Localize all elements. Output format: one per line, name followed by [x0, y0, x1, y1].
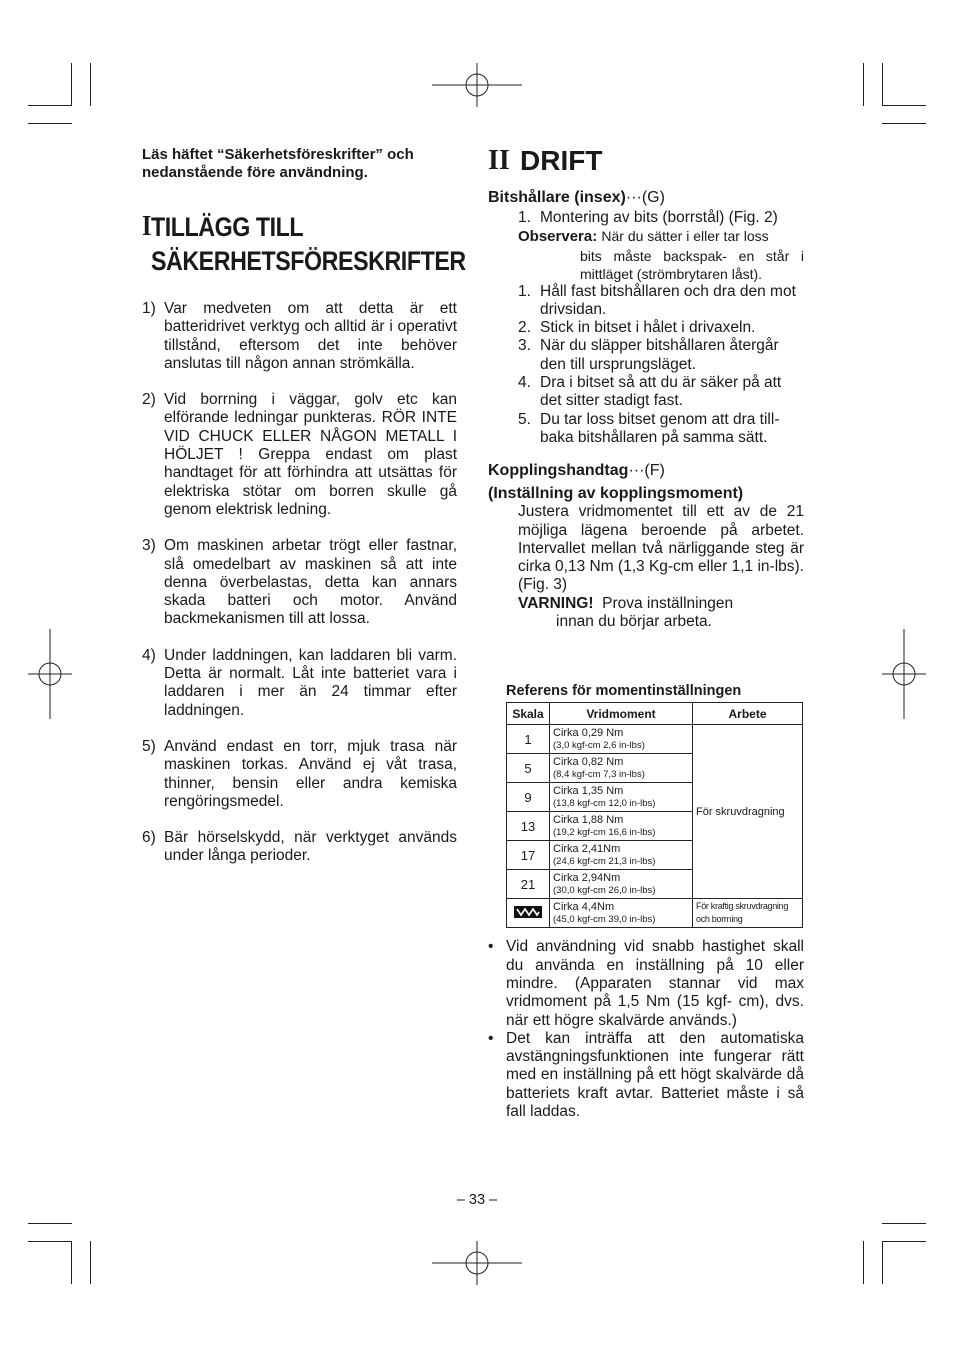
torque-cell — [550, 899, 693, 928]
torque-table — [506, 702, 803, 928]
intro-note: Läs häftet “Säkerhetsföreskrifter” och nedanstående före användning. — [142, 146, 414, 181]
left-column — [142, 146, 466, 884]
crop-mark — [71, 1241, 72, 1284]
item-number: 1. — [518, 282, 531, 300]
crop-mark — [28, 105, 72, 106]
scale-cell: 5 — [507, 754, 550, 783]
torque-detail: (19,2 kgf-cm 16,6 in-lbs) — [553, 826, 656, 838]
item-text: När du släpper bitshållaren återgår den till ursprungsläget. — [540, 337, 779, 373]
notes-list — [488, 938, 804, 1121]
list-item — [518, 319, 804, 337]
torque-detail: (8,4 kgf-cm 7,3 in-lbs) — [553, 768, 645, 780]
safety-list — [142, 300, 457, 866]
bits-heading-text: Bitshållare (insex) — [488, 189, 626, 206]
torque-value: Cirka 2,41Nm — [553, 842, 621, 855]
list-item — [142, 829, 457, 866]
drift-heading — [488, 146, 804, 176]
crop-mark — [28, 123, 72, 124]
torque-value: Cirka 0,82 Nm — [553, 755, 624, 768]
torque-cell — [550, 812, 693, 841]
warning-label: VARNING! — [518, 594, 594, 612]
work-cell: För skruvdragning — [693, 725, 803, 899]
scale-cell: 13 — [507, 812, 550, 841]
registration-mark-icon — [28, 629, 72, 719]
column-header: Vridmoment — [550, 703, 693, 725]
crop-mark — [863, 63, 864, 106]
column-header: Arbete — [693, 703, 803, 725]
crop-mark — [90, 1241, 91, 1284]
crop-mark — [71, 63, 72, 106]
scale-cell: 1 — [507, 725, 550, 754]
torque-reference — [488, 683, 804, 928]
section-numeral: I — [142, 211, 151, 242]
bits-heading — [488, 188, 804, 207]
torque-detail: (3,0 kgf-cm 2,6 in-lbs) — [553, 739, 645, 751]
torque-detail: (13,8 kgf-cm 12,0 in-lbs) — [553, 797, 656, 809]
section-heading — [142, 210, 466, 278]
crop-mark — [882, 1241, 883, 1284]
clutch-subheading: (Inställning av kopplingsmoment) — [488, 485, 744, 503]
clutch-heading-text: Kopplingshandtag — [488, 462, 629, 480]
drill-mode-icon — [514, 904, 542, 920]
table-header-row — [507, 703, 803, 725]
list-item — [518, 411, 804, 448]
scale-cell: 21 — [507, 870, 550, 899]
scale-cell: 17 — [507, 841, 550, 870]
section-numeral: II — [488, 145, 510, 176]
crop-mark — [882, 1223, 926, 1224]
observe-text-continued: bits måste backspak- en står i mittläget (strömbrytaren låst). — [580, 247, 804, 282]
crop-mark — [882, 1241, 926, 1242]
item-text: Stick in bitset i hålet i drivaxeln. — [540, 319, 756, 337]
clutch-heading — [488, 461, 804, 480]
item-text: Håll fast bitshållaren och dra den mot drivsidan. — [540, 282, 796, 318]
item-text: Vid borrning i väggar, golv etc kan elförande ledningar punkteras. RÖR INTE VID CHUCK ELLER NÅGON METALL I HÖLJET ! Greppa endast om plast handtaget för att förhindra att utsättas för elektriska stötar om borren skulle gå genom elektrisk ledning. — [164, 391, 457, 518]
column-header: Skala — [507, 703, 550, 725]
crop-mark — [882, 105, 926, 106]
crop-mark — [882, 63, 883, 106]
list-item — [518, 337, 804, 374]
torque-cell — [550, 754, 693, 783]
item-text: Var medveten om att detta är ett batteridrivet verktyg och alltid är i operativt tillstånd, eftersom det inte behöver anslutas till någon annan strömkälla. — [164, 300, 457, 372]
section-title-line: TILLÄGG TILL — [150, 212, 304, 242]
list-item — [142, 300, 457, 373]
table-row — [507, 899, 803, 928]
page-number: – 33 – — [456, 1192, 498, 1208]
bullet: • — [488, 1029, 494, 1047]
item-number: 2) — [142, 391, 156, 409]
bits-steps — [518, 283, 804, 448]
list-item — [142, 647, 457, 720]
crop-mark — [28, 1241, 72, 1242]
item-number: 5. — [518, 410, 531, 428]
item-text: Under laddningen, kan laddaren bli varm. Detta är normalt. Låt inte batteriet vara i laddaren i mer än 24 timmar efter laddningen. — [164, 646, 457, 719]
list-item — [518, 283, 804, 320]
registration-mark-icon — [432, 63, 522, 107]
bullet: • — [488, 938, 494, 956]
torque-detail: (24,6 kgf-cm 21,3 in-lbs) — [553, 855, 656, 867]
item-text: Du tar loss bitset genom att dra till- baka bitshållaren på samma sätt. — [540, 410, 780, 446]
list-item — [518, 374, 804, 411]
section-title-line: SÄKERHETSFÖRESKRIFTER — [150, 246, 466, 276]
torque-value: Cirka 2,94Nm — [553, 871, 621, 884]
crop-mark — [28, 1223, 72, 1224]
torque-value: Cirka 1,88 Nm — [553, 813, 624, 826]
item-text: Vid användning vid snabb hastighet skall du använda en inställning på 10 eller mindre. (Apparaten stannar vid max vridmoment på 1,5 Nm (15 kgf- cm), dvs. när ett högre skalvärde används.) — [506, 938, 804, 1029]
list-item — [488, 1030, 804, 1121]
item-number: 3) — [142, 537, 156, 555]
bits-intro — [518, 209, 804, 227]
warning-text: Prova inställningen — [602, 594, 734, 612]
item-number: 1) — [142, 300, 156, 317]
table-row — [507, 725, 803, 754]
torque-cell — [550, 783, 693, 812]
list-item — [518, 209, 804, 227]
torque-value: Cirka 1,35 Nm — [553, 784, 624, 797]
item-text: Bär hörselskydd, när verktyget används under långa perioder. — [164, 829, 457, 865]
registration-mark-icon — [882, 629, 926, 719]
clutch-text: Justera vridmomentet till ett av de 21 möjliga lägena beroende på arbetet. Intervallet mellan två närliggande steg är cirka 0,13 Nm (1,3 Kg-cm eller 1,1 in-lbs). (Fig. 3) — [518, 503, 804, 594]
torque-value: Cirka 0,29 Nm — [553, 726, 624, 739]
section-title: DRIFT — [520, 145, 603, 176]
item-number: 3. — [518, 337, 531, 355]
bits-heading-ref: ···(G) — [625, 189, 665, 206]
warning-note — [518, 595, 804, 613]
warning-text-continued: innan du börjar arbeta. — [556, 613, 712, 631]
torque-cell — [550, 870, 693, 899]
item-number: 4. — [518, 374, 531, 392]
crop-mark — [90, 63, 91, 106]
torque-detail: (45,0 kgf-cm 39,0 in-lbs) — [553, 913, 656, 925]
crop-mark — [863, 1241, 864, 1284]
clutch-heading-ref: ···(F) — [628, 462, 665, 480]
table-title: Referens för momentinställningen — [506, 683, 742, 700]
right-column — [488, 146, 804, 1121]
work-text: För kraftig skruvdragning — [696, 901, 789, 912]
list-item — [142, 537, 457, 628]
torque-detail: (30,0 kgf-cm 26,0 in-lbs) — [553, 884, 656, 896]
item-text: Det kan inträffa att den automatiska avstängningsfunktionen inte fungerar rätt med en inställning på ett högt skalvärde då batteriets kraft avtar. Batteriet måste i så fall laddas. — [506, 1029, 804, 1121]
item-number: 4) — [142, 646, 156, 664]
list-item — [142, 391, 457, 519]
item-number: 5) — [142, 737, 156, 755]
item-text: Dra i bitset så att du är säker på att det sitter stadigt fast. — [540, 374, 782, 410]
item-number: 2. — [518, 319, 531, 337]
item-text: Om maskinen arbetar trögt eller fastnar, slå omedelbart av maskinen så att inte denna överbelastas, detta kan annars skada batteri och motor. Använd backmekanismen till att lossa. — [164, 537, 457, 628]
list-item — [142, 738, 457, 811]
scale-cell — [507, 899, 550, 928]
registration-mark-icon — [432, 1241, 522, 1285]
item-text: Montering av bits (borrstål) (Fig. 2) — [540, 209, 778, 226]
list-item — [488, 938, 804, 1029]
scale-cell: 9 — [507, 783, 550, 812]
torque-cell — [550, 725, 693, 754]
work-text: och borrning — [696, 914, 743, 925]
item-text: Använd endast en torr, mjuk trasa när maskinen torkas. Använd ej våt trasa, thinner, bensin eller andra kemiska rengöringsmedel. — [164, 737, 457, 810]
crop-mark — [882, 123, 926, 124]
observe-text: När du sätter i eller tar loss — [601, 228, 769, 245]
work-cell — [693, 899, 803, 928]
observe-label: Observera: — [518, 228, 598, 246]
item-number: 6) — [142, 829, 156, 847]
torque-cell — [550, 841, 693, 870]
torque-value: Cirka 4,4Nm — [553, 900, 615, 913]
item-number: 1. — [518, 209, 531, 226]
observe-note — [518, 227, 804, 246]
